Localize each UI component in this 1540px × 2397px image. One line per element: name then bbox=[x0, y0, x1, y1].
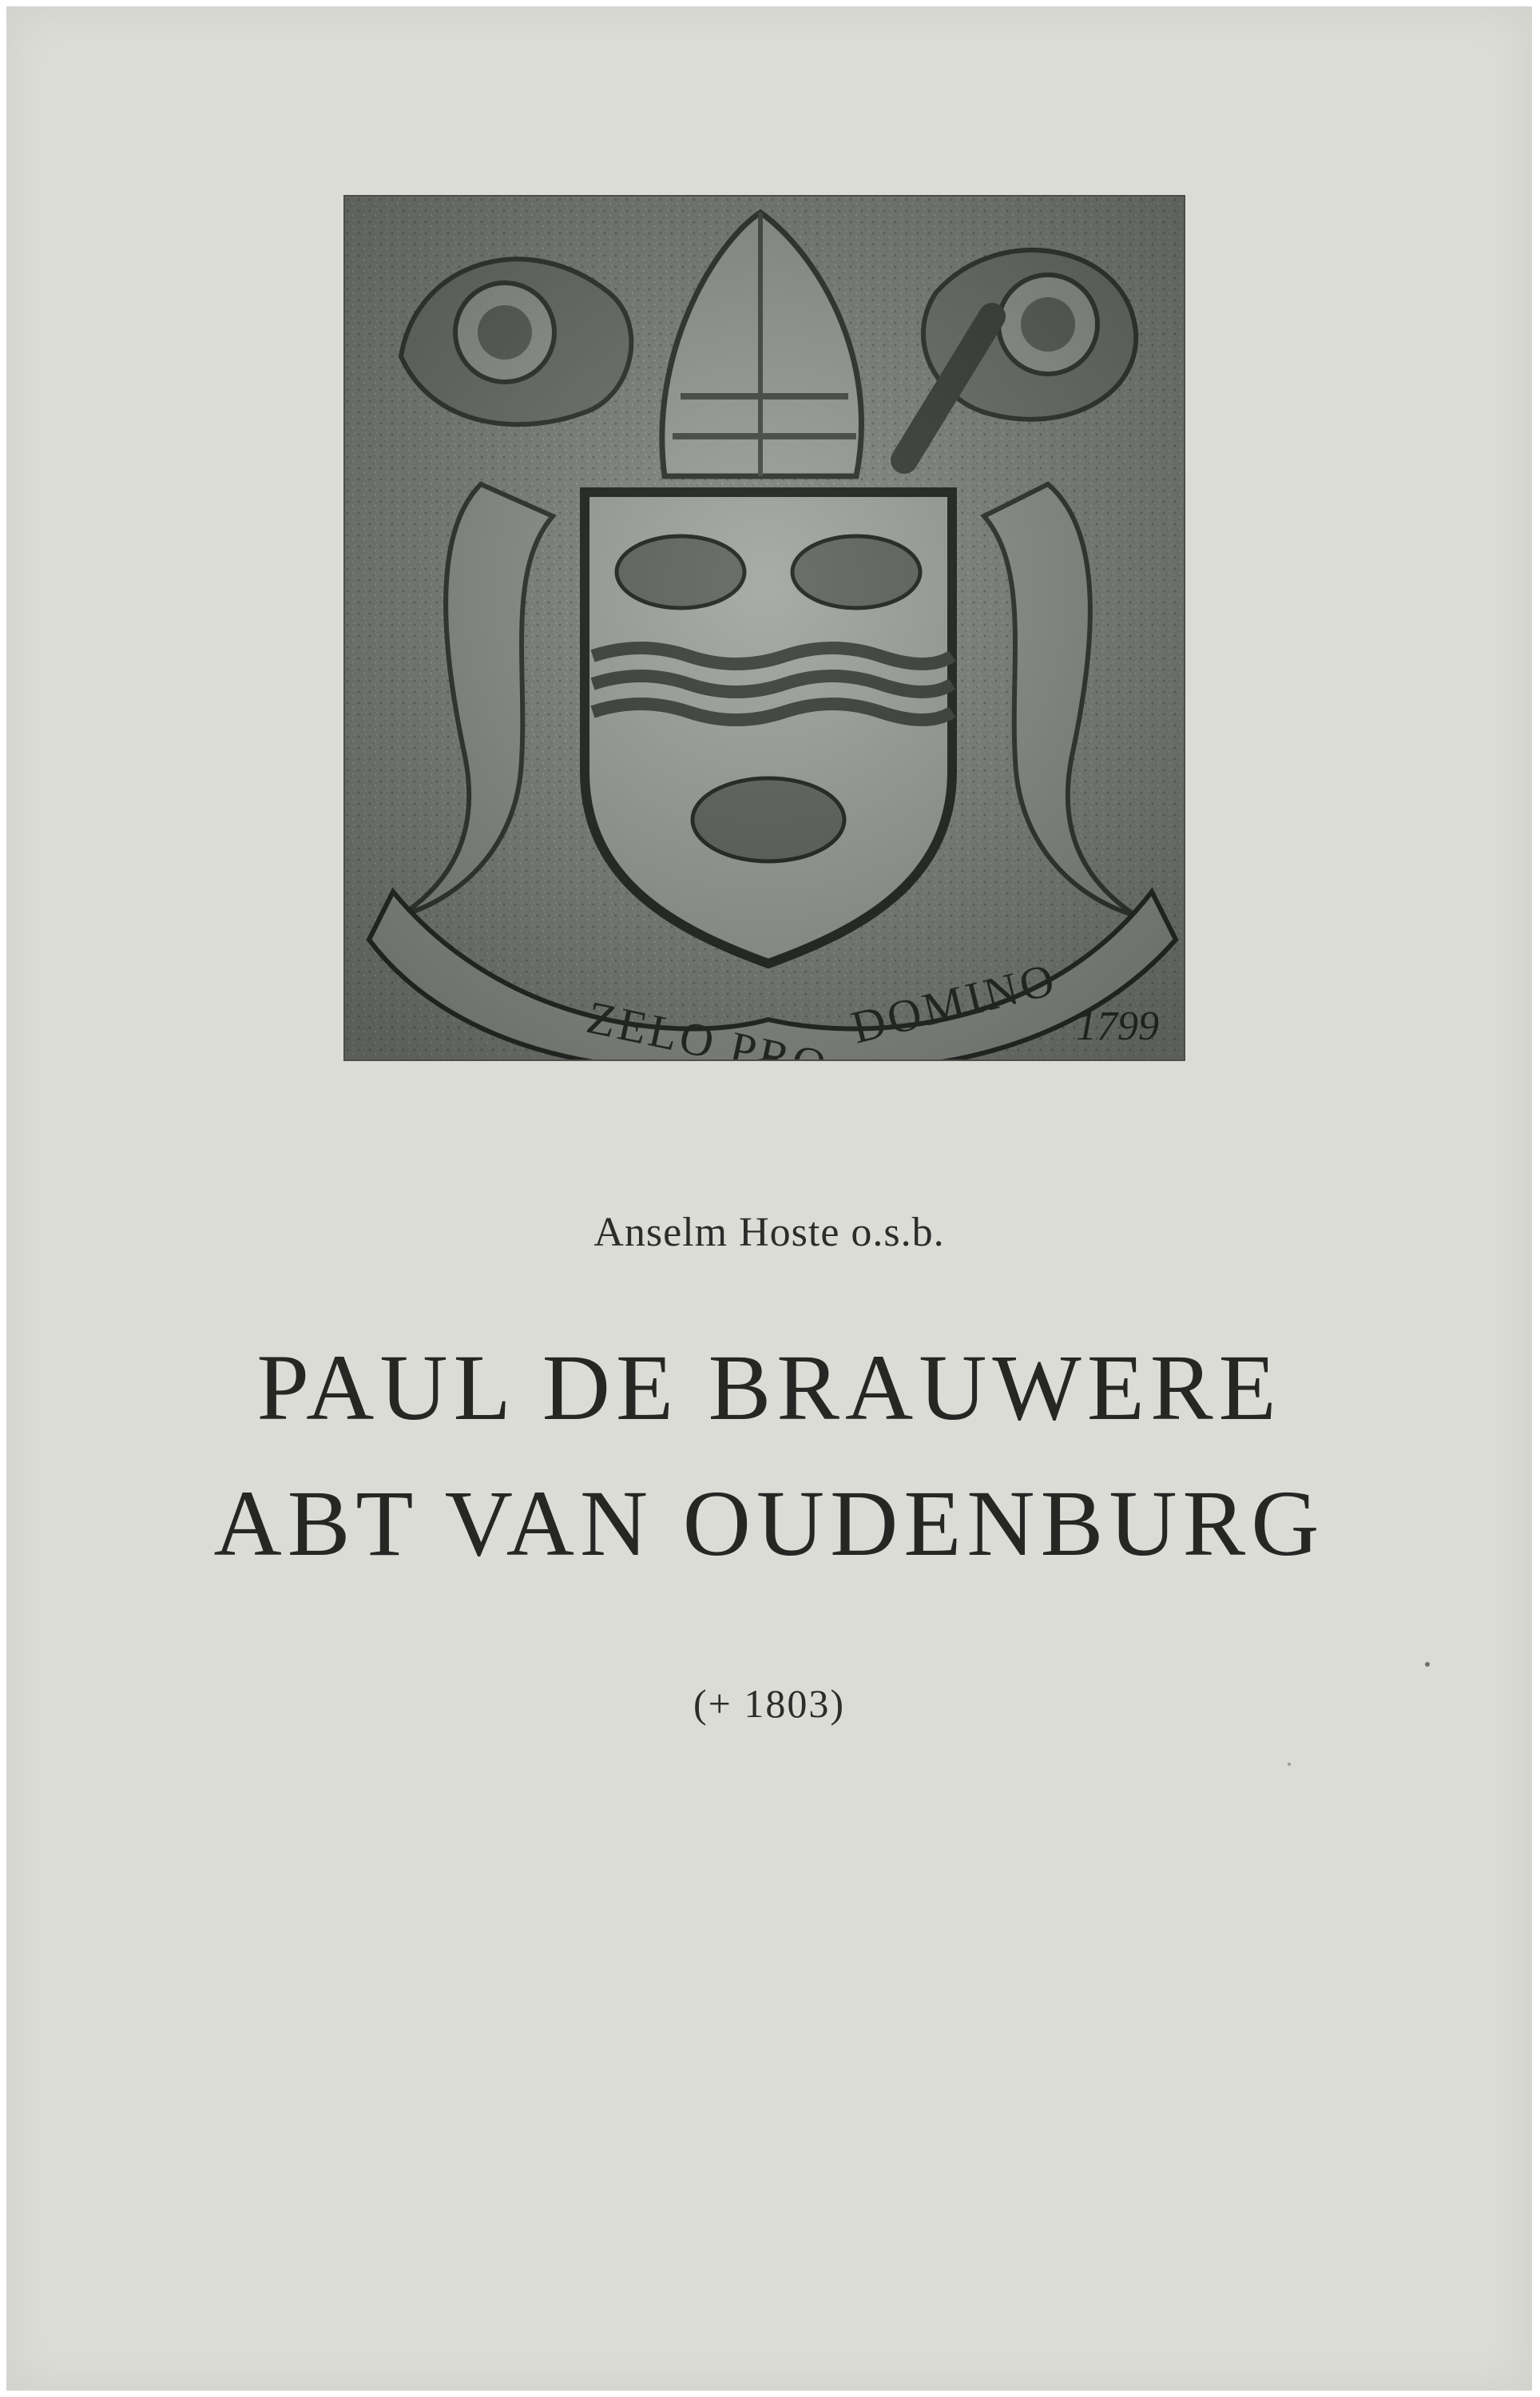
book-cover bbox=[6, 6, 1532, 2391]
paper-speck bbox=[1288, 1763, 1291, 1766]
author-name: Anselm Hoste o.s.b. bbox=[593, 1210, 945, 1255]
death-year: (+ 1803) bbox=[693, 1681, 845, 1726]
coat-of-arms-relief-photo bbox=[345, 197, 1184, 1059]
title-line-1: PAUL DE BRAUWERE bbox=[256, 1335, 1282, 1440]
title-line-2: ABT VAN OUDENBURG bbox=[213, 1471, 1325, 1576]
paper-speck bbox=[1425, 1662, 1430, 1667]
coat-of-arms-relief bbox=[345, 197, 1184, 1059]
